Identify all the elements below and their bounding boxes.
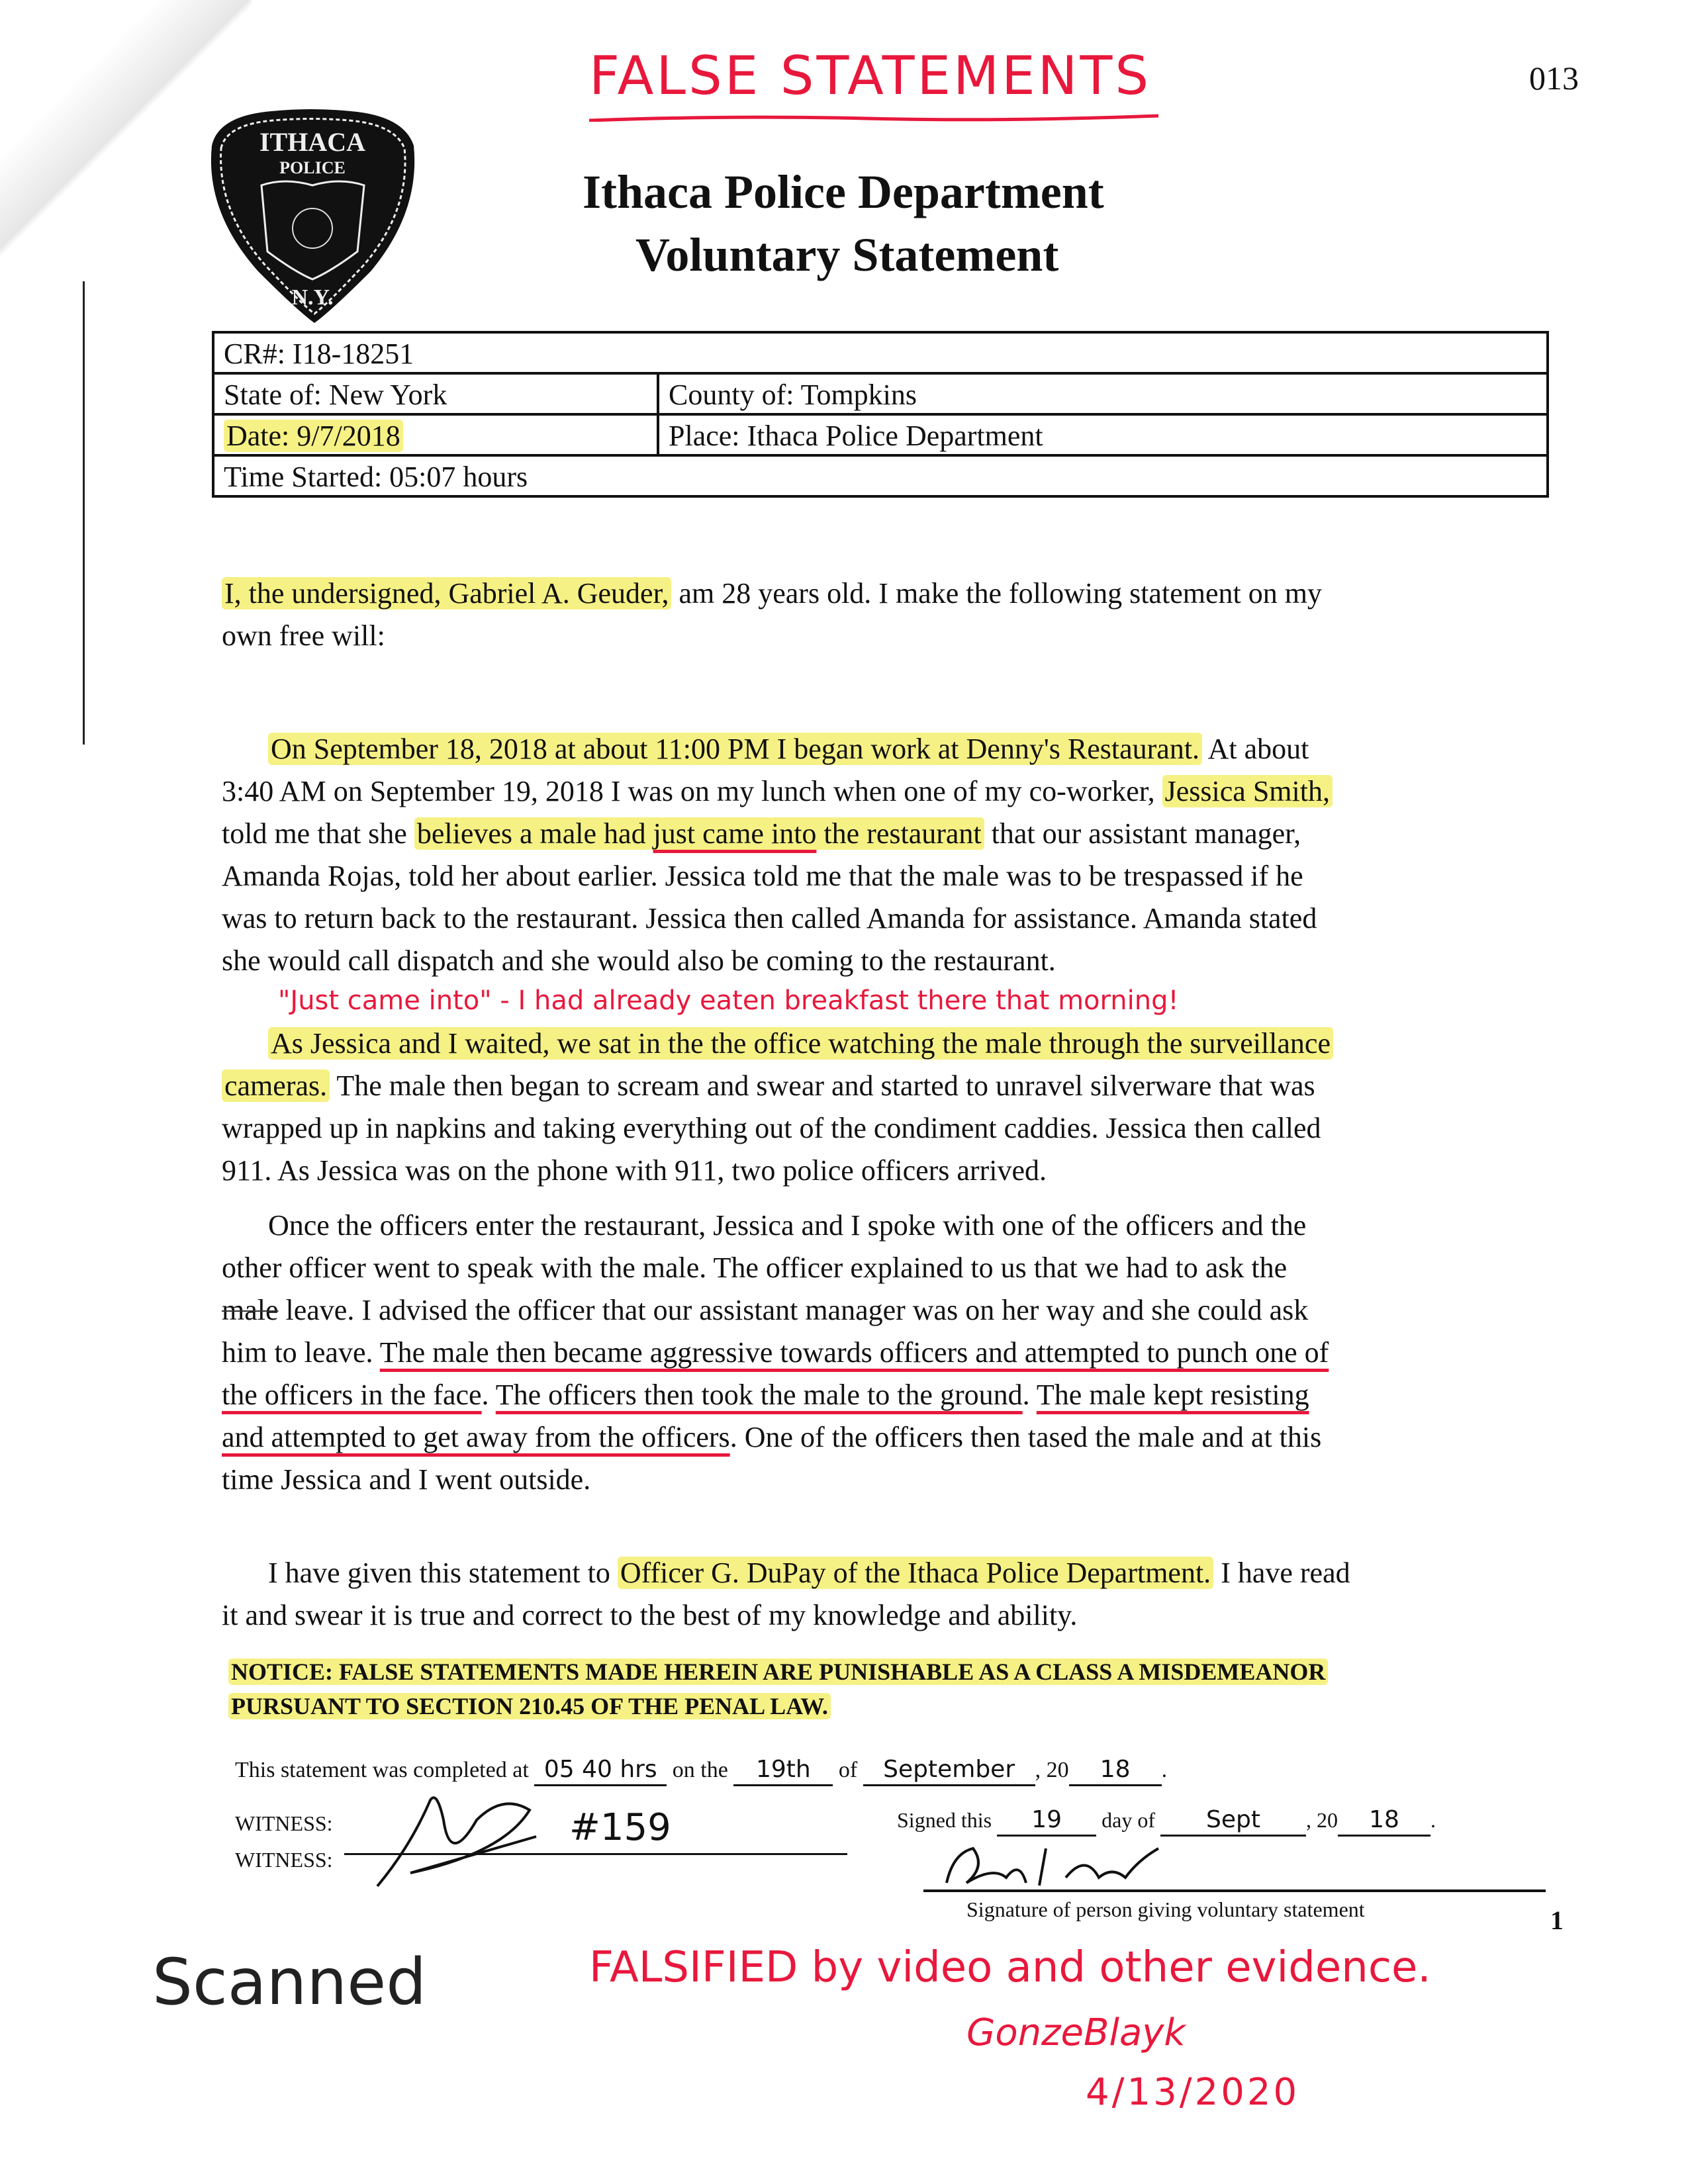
intro-paragraph (222, 572, 1605, 657)
closing-line-2: it and swear it is true and correct to the best of my knowledge and ability. (222, 1599, 1078, 1631)
completion-20: , 20 (1035, 1758, 1069, 1782)
signed-label: Signed this (897, 1808, 998, 1832)
p1-belief-highlight (414, 817, 984, 850)
p1-highlight-start: On September 18, 2018 at about 11:00 PM I began work at Denny's Restaurant. (268, 733, 1202, 765)
p3-line-1: Once the officers enter the restaurant, Jessica and I spoke with one of the officers and the (268, 1209, 1307, 1242)
badge-police-text: POLICE (279, 158, 346, 177)
signed-period: . (1430, 1808, 1436, 1832)
footer-page-number: 1 (1550, 1905, 1564, 1935)
statement-giver-signature (940, 1843, 1218, 1888)
notice-line-2: PURSUANT TO SECTION 210.45 OF THE PENAL LAW. (228, 1693, 831, 1719)
p1-line-5: was to return back to the restaurant. Jessica then called Amanda for assistance. Amanda stated (222, 902, 1317, 934)
closing-line-1 (222, 1552, 1605, 1594)
signed-20: , 20 (1305, 1808, 1338, 1832)
cr-number: CR#: I18-18251 (213, 332, 1548, 373)
annotator-signature: GonzeBlayk (966, 2011, 1186, 2054)
paragraph-1 (222, 728, 1605, 982)
completion-month-field: September (863, 1755, 1035, 1786)
witness-signature (371, 1787, 741, 1893)
p1-line-3 (222, 813, 1605, 855)
completion-of: of (833, 1758, 863, 1782)
p2-line-1 (222, 1023, 1605, 1065)
witness-label-1: WITNESS: (235, 1811, 333, 1835)
signed-date-line (897, 1803, 1436, 1837)
page-number: 013 (1529, 60, 1579, 97)
p3-underline-get-away: and attempted to get away from the officers (222, 1421, 730, 1453)
p3-sep-1: . (481, 1379, 496, 1411)
p3-underline-resisting: The male kept resisting (1036, 1379, 1309, 1411)
p3-line-6-rest: . One of the officers then tased the male and at this (729, 1421, 1322, 1453)
completion-year-field: 18 (1069, 1755, 1162, 1786)
document-title: Voluntary Statement (635, 228, 1059, 281)
time-started-field: Time Started: 05:07 hours (213, 455, 1548, 496)
badge-ny-text: N.Y. (291, 285, 334, 310)
p1-coworker-highlight: Jessica Smith, (1162, 775, 1333, 807)
legal-notice (228, 1655, 1328, 1723)
completion-on-the: on the (667, 1758, 734, 1782)
p1-line-3-rest: that our assistant manager, (984, 817, 1301, 850)
p3-line-2: other officer went to speak with the male. The officer explained to us that we had to ask the (222, 1251, 1288, 1284)
p3-line-3 (222, 1289, 1605, 1332)
closing-line-1-text: I have given this statement to (268, 1557, 618, 1589)
p1-line-2 (222, 770, 1605, 813)
handwritten-false-statements-note: FALSE STATEMENTS (589, 45, 1152, 107)
p3-underline-face: the officers in the face (222, 1379, 482, 1411)
p3-line-7: time Jessica and I went outside. (222, 1463, 591, 1496)
police-badge-logo (199, 106, 424, 324)
handwritten-underline (589, 114, 1158, 122)
annotation-date: 4/13/2020 (1086, 2071, 1300, 2114)
case-info-table (212, 331, 1549, 498)
completion-time-field: 05 40 hrs (534, 1755, 667, 1786)
p1-just-came-into-underline: just came into (653, 817, 817, 850)
date-value: Date: 9/7/2018 (224, 420, 403, 452)
officer-highlight: Officer G. DuPay of the Ithaca Police Department. (618, 1557, 1213, 1589)
p1-line-1-rest: At about (1202, 733, 1309, 765)
p1-line-4: Amanda Rojas, told her about earlier. Jessica told me that the male was to be trespassed if he (222, 860, 1303, 892)
closing-paragraph (222, 1552, 1605, 1637)
p3-sep-2: . (1022, 1379, 1037, 1411)
signed-day-field: 19 (997, 1805, 1096, 1837)
p3-line-5 (222, 1374, 1605, 1416)
witness-label-2: WITNESS: (235, 1848, 333, 1872)
intro-line-1 (222, 572, 1605, 615)
intro-line-2: own free will: (222, 619, 385, 652)
p2-line-2 (222, 1065, 1605, 1107)
p1-line-3-text: told me that she (222, 817, 414, 850)
signed-day-of: day of (1096, 1808, 1160, 1832)
handwritten-inline-note: "Just came into" - I had already eaten breakfast there that morning! (278, 985, 1179, 1016)
closing-line-1-rest: I have read (1213, 1557, 1350, 1589)
completion-period: . (1161, 1758, 1168, 1782)
p3-line-4-text: him to leave. (222, 1336, 380, 1369)
p1-belief-a: believes a male had (416, 817, 653, 850)
signed-month-field: Sept (1160, 1805, 1306, 1837)
county-field: County of: Tompkins (658, 373, 1548, 414)
p2-line-4: 911. As Jessica was on the phone with 911, two police officers arrived. (222, 1154, 1047, 1187)
completion-line (235, 1754, 1167, 1787)
department-title: Ithaca Police Department (583, 165, 1104, 218)
p3-underline-ground: The officers then took the male to the ground (495, 1379, 1023, 1411)
state-field: State of: New York (213, 373, 658, 414)
p1-line-1 (222, 728, 1605, 770)
paragraph-3 (222, 1205, 1605, 1501)
p1-line-6: she would call dispatch and she would also be coming to the restaurant. (222, 944, 1056, 977)
witness-badge-number: #159 (569, 1806, 671, 1849)
margin-rule (83, 281, 85, 745)
p3-struck-word: male (222, 1294, 279, 1326)
notice-line-1: NOTICE: FALSE STATEMENTS MADE HEREIN ARE PUNISHABLE AS A CLASS A MISDEMEANOR (228, 1659, 1328, 1685)
p3-line-4 (222, 1332, 1605, 1374)
p3-line-3-rest: leave. I advised the officer that our assistant manager was on her way and she could ask (278, 1294, 1309, 1326)
signature-line (923, 1889, 1546, 1892)
completion-label: This statement was completed at (235, 1758, 535, 1782)
handwritten-falsified-note: FALSIFIED by video and other evidence. (589, 1943, 1431, 1992)
place-field: Place: Ithaca Police Department (658, 414, 1548, 455)
intro-line-1-text: am 28 years old. I make the following statement on my (671, 577, 1322, 610)
paragraph-2 (222, 1023, 1605, 1192)
p3-underline-aggressive: The male then became aggressive towards officers and attempted to punch one of (379, 1336, 1329, 1369)
p3-line-6 (222, 1416, 1605, 1459)
badge-ithaca-text: ITHACA (259, 127, 366, 157)
p1-line-2-text: 3:40 AM on September 19, 2018 I was on my lunch when one of my co-worker, (222, 775, 1162, 807)
signature-caption: Signature of person giving voluntary statement (966, 1897, 1365, 1921)
p2-highlight-1: As Jessica and I waited, we sat in the the office watching the male through the surveillance (268, 1027, 1333, 1060)
signed-year-field: 18 (1338, 1805, 1430, 1837)
date-field (213, 414, 658, 455)
p1-belief-b: the restaurant (816, 817, 982, 850)
scanned-stamp: Scanned (152, 1945, 427, 2019)
completion-day-field: 19th (733, 1755, 833, 1786)
p2-line-2-rest: The male then began to scream and swear and started to unravel silverware that was (330, 1069, 1315, 1102)
intro-name-highlight: I, the undersigned, Gabriel A. Geuder, (222, 577, 671, 610)
p2-line-3: wrapped up in napkins and taking everything out of the condiment caddies. Jessica then called (222, 1112, 1321, 1144)
witness-signature-line (344, 1853, 847, 1855)
p2-highlight-2: cameras. (222, 1069, 330, 1102)
